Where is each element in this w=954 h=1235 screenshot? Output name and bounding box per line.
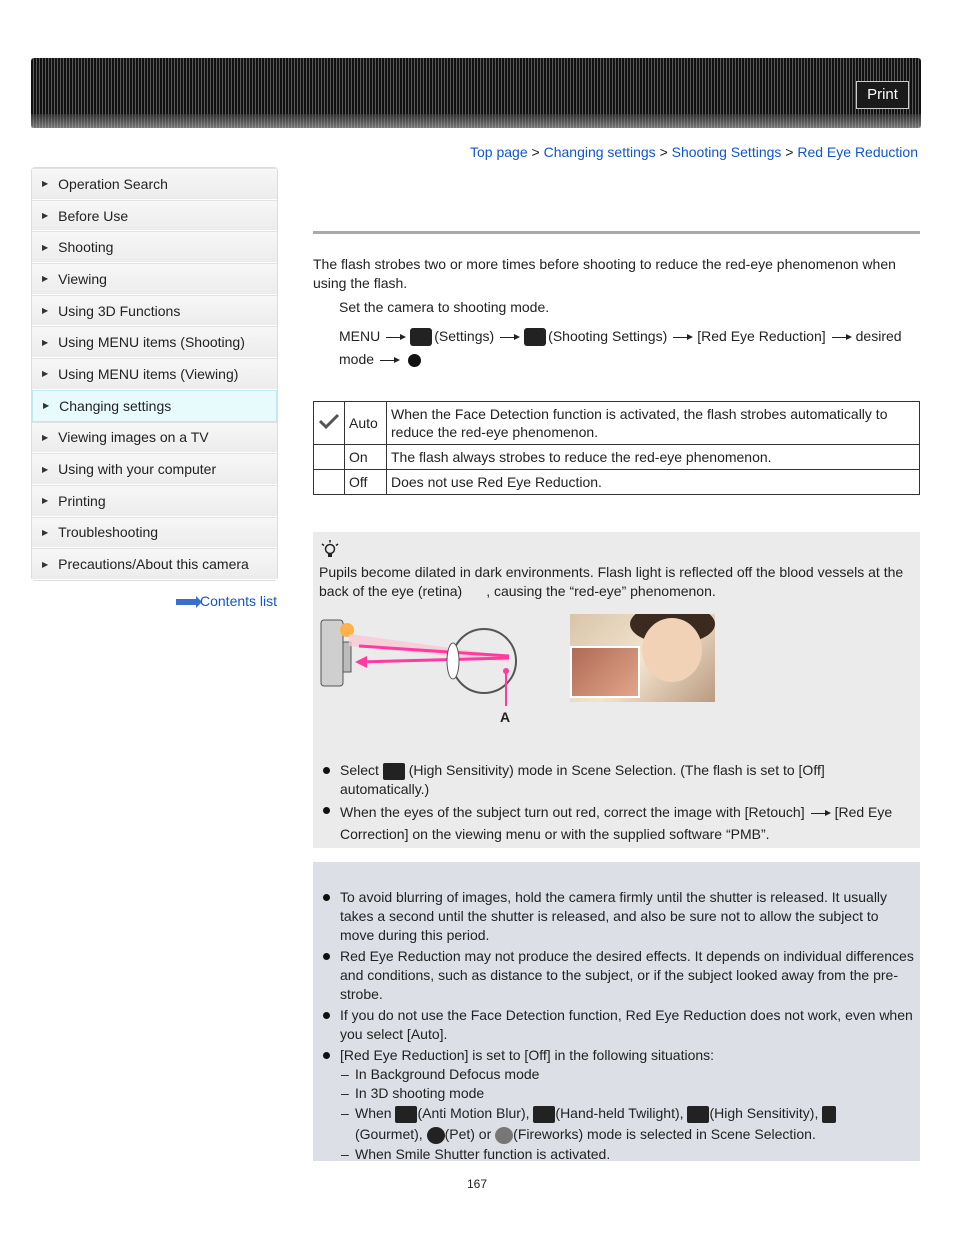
sub3-hht: (Hand-held Twilight), [555, 1105, 684, 1121]
desired-label: desired [855, 328, 902, 344]
step-1: Set the camera to shooting mode. [339, 299, 550, 315]
sidebar-item-label: Shooting [58, 239, 114, 256]
sidebar-item-label: Changing settings [59, 397, 172, 414]
print-button[interactable]: Print [856, 81, 909, 109]
sidebar-item-label: Troubleshooting [58, 524, 159, 541]
sub3-gourmet: (Gourmet), [355, 1126, 423, 1142]
sidebar-item-changing-settings[interactable] [32, 390, 277, 422]
arrow-right-icon [500, 337, 518, 338]
sidebar-item-precautions[interactable] [32, 548, 277, 580]
breadcrumb-changing-settings[interactable]: Changing settings [543, 144, 656, 160]
option-name: Auto [345, 402, 387, 445]
option-icon-cell [314, 402, 345, 445]
sub3-fw: (Fireworks) mode is selected in Scene Selection. [513, 1126, 816, 1142]
sidebar-item-shooting[interactable] [32, 231, 277, 263]
sidebar-item-troubleshooting[interactable] [32, 517, 277, 549]
sub3-when: When [355, 1105, 392, 1121]
mode-label: mode [339, 351, 375, 367]
play-arrow-icon: ▶ [42, 464, 49, 474]
arrow-right-icon [386, 337, 404, 338]
play-arrow-icon: ▶ [42, 527, 49, 537]
sidebar-item-label: Before Use [58, 207, 129, 224]
breadcrumb-sep: > [785, 144, 794, 160]
sidebar-item-label: Precautions/About this camera [58, 556, 249, 573]
iso-high-sensitivity-icon [687, 1106, 709, 1123]
notes-list [319, 888, 916, 1164]
intro-paragraph: The flash strobes two or more times before shooting to reduce the red-eye phenomenon when using the flash. [313, 256, 896, 291]
shooting-settings-label: (Shooting Settings) [548, 328, 668, 344]
sidebar-item-menu-viewing[interactable] [32, 358, 277, 390]
arrow-right-icon [176, 599, 198, 605]
play-arrow-icon: ▶ [42, 242, 49, 252]
arrow-right-icon [811, 813, 829, 814]
option-desc: Does not use Red Eye Reduction. [387, 470, 920, 495]
sidebar-item-label: Using 3D Functions [58, 302, 181, 319]
play-arrow-icon: ▶ [42, 432, 49, 442]
sub-list-item: – In 3D shooting mode [319, 1084, 916, 1103]
sidebar-item-label: Using MENU items (Viewing) [58, 365, 239, 382]
list-item: To avoid blurring of images, hold the camera firmly until the shutter is released. It usually takes a second until the shutter is released, and also be sure not to allow the subject to move during this period. [319, 888, 916, 945]
list-item [319, 801, 916, 845]
red-eye-diagram [319, 616, 529, 726]
notes-box [313, 862, 920, 1161]
play-arrow-icon: ▶ [42, 179, 49, 189]
sub-list-item: – In Background Defocus mode [319, 1065, 916, 1084]
camera-icon [524, 328, 546, 346]
hint-box [313, 532, 920, 848]
contents-list-link[interactable] [176, 593, 277, 609]
sub3-pet: (Pet) or [444, 1126, 492, 1142]
sidebar-item-label: Viewing images on a TV [58, 429, 209, 446]
sidebar-item-label: Using with your computer [58, 461, 217, 478]
breadcrumb-shooting-settings[interactable]: Shooting Settings [671, 144, 782, 160]
page-number: 167 [467, 1177, 488, 1191]
sidebar-item-label: Using MENU items (Shooting) [58, 334, 245, 351]
sub-list-item: – When Smile Shutter function is activated. [319, 1145, 916, 1164]
anti-motion-blur-icon [395, 1106, 417, 1123]
play-arrow-icon: ▶ [43, 401, 50, 411]
option-icon-cell [314, 470, 345, 495]
sidebar-item-operation-search[interactable] [32, 168, 277, 200]
arrow-right-icon [673, 337, 691, 338]
arrow-right-icon [832, 337, 850, 338]
sidebar-nav [31, 167, 278, 581]
sidebar-item-label: Operation Search [58, 175, 168, 192]
sub-list-item [319, 1103, 916, 1145]
hint-text [319, 563, 916, 601]
toolbox-icon [410, 328, 432, 346]
iso-high-sensitivity-icon [383, 763, 405, 780]
title-divider [313, 231, 920, 234]
pet-icon [427, 1127, 445, 1144]
sidebar-item-label: Printing [58, 492, 106, 509]
sidebar-item-menu-shooting[interactable] [32, 326, 277, 358]
header-banner [31, 58, 921, 128]
option-name: Off [345, 470, 387, 495]
play-arrow-icon: ▶ [42, 306, 49, 316]
hand-held-twilight-icon [533, 1106, 555, 1123]
arrow-right-icon [380, 360, 398, 361]
play-arrow-icon: ▶ [42, 369, 49, 379]
table-row [314, 402, 920, 445]
table-row [314, 470, 920, 495]
list-item: Red Eye Reduction may not produce the desired effects. It depends on individual differences and conditions, such as distance to the subject, or if the subject looked away from the pre-strobe. [319, 947, 916, 1004]
sub3-amb: (Anti Motion Blur), [417, 1105, 530, 1121]
play-arrow-icon: ▶ [42, 274, 49, 284]
list-item: If you do not use the Face Detection function, Red Eye Reduction does not work, even when you select [Auto]. [319, 1006, 916, 1044]
option-icon-cell [314, 445, 345, 470]
menu-label: MENU [339, 328, 381, 344]
sub3-hs: (High Sensitivity), [709, 1105, 819, 1121]
photo-face [642, 618, 702, 682]
option-name: On [345, 445, 387, 470]
menu-item-label: [Red Eye Reduction] [697, 328, 826, 344]
hint-list [319, 761, 916, 847]
options-table [313, 401, 920, 495]
gourmet-icon [822, 1106, 836, 1123]
play-arrow-icon: ▶ [42, 496, 49, 506]
hint-b2-post: [Red Eye Correction] on the viewing menu or with the supplied software “PMB”. [340, 804, 893, 842]
step-2 [339, 325, 914, 371]
checkmark-icon [318, 412, 340, 430]
contents-list-label: Contents list [200, 593, 278, 609]
option-desc: The flash always strobes to reduce the red-eye phenomenon. [387, 445, 920, 470]
breadcrumb [470, 144, 918, 160]
red-eye-photo [570, 614, 715, 702]
sidebar-item-viewing[interactable] [32, 263, 277, 295]
breadcrumb-top-page[interactable]: Top page [470, 144, 528, 160]
list-item: [Red Eye Reduction] is set to [Off] in the following situations: [319, 1046, 916, 1065]
list-item [319, 761, 916, 799]
play-arrow-icon: ▶ [42, 211, 49, 221]
hint-b1-pre: Select [340, 762, 379, 778]
hint-b1-post: (High Sensitivity) mode in Scene Selection. (The flash is set to [Off] automatically.) [340, 762, 825, 797]
settings-label: (Settings) [434, 328, 495, 344]
option-desc: When the Face Detection function is activated, the flash strobes automatically to reduce the red-eye phenomenon. [387, 402, 920, 445]
play-arrow-icon: ▶ [42, 559, 49, 569]
sidebar-item-computer[interactable] [32, 453, 277, 485]
hint-b2-pre: When the eyes of the subject turn out red, correct the image with [Retouch] [340, 804, 805, 820]
breadcrumb-sep: > [659, 144, 668, 160]
fireworks-icon [495, 1127, 513, 1144]
photo-inset [570, 646, 640, 698]
sidebar-item-3d-functions[interactable] [32, 295, 277, 327]
sidebar-item-viewing-tv[interactable] [32, 422, 277, 454]
breadcrumb-red-eye-reduction[interactable]: Red Eye Reduction [797, 144, 918, 160]
sidebar-item-printing[interactable] [32, 485, 277, 517]
sidebar-item-label: Viewing [58, 270, 107, 287]
diagram-label-a: A [500, 709, 511, 725]
play-arrow-icon: ▶ [42, 337, 49, 347]
lightbulb-icon [321, 540, 339, 560]
hint-text-main: Pupils become dilated in dark environments. Flash light is reflected off the blood vessels at the back of the eye (retina) [319, 564, 904, 599]
hint-text-end: , causing the “red-eye” phenomenon. [486, 583, 716, 599]
center-button-icon [408, 354, 421, 367]
breadcrumb-sep: > [531, 144, 540, 160]
sidebar-item-before-use[interactable] [32, 200, 277, 232]
table-row [314, 445, 920, 470]
